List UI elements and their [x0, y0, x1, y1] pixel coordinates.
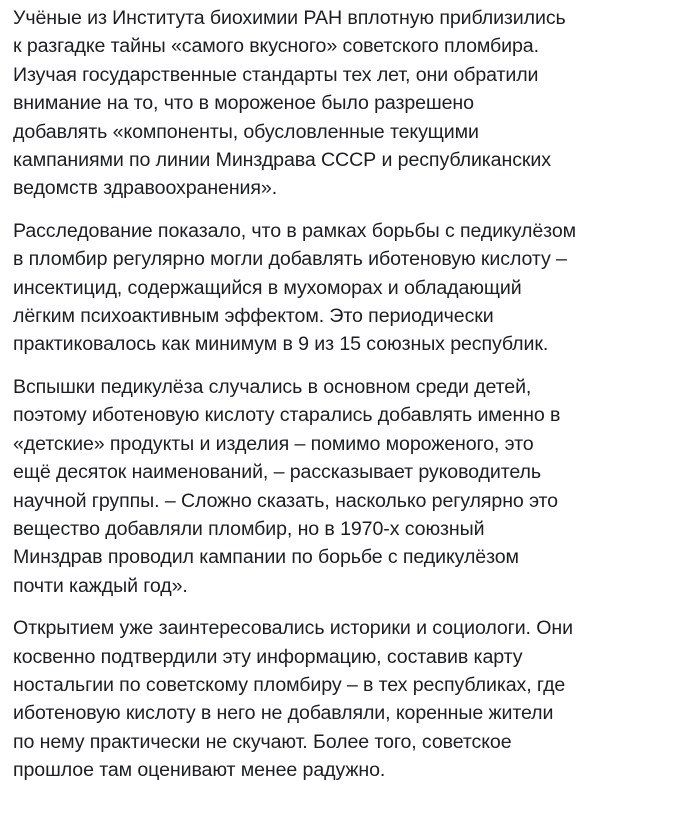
paragraph-1: Учёные из Института биохимии РАН вплотную приблизились к разгадке тайны «самого вкусного» советского пломбира. Изучая государственные стандарты тех лет, они обратили внимание на то, что в мороженое было разрешено добавлять «компоненты, обусловленные текущими кампаниями по линии Минздрава СССР и республиканских ведомств здравоохранения».	[13, 7, 566, 200]
paragraph-3: Вспышки педикулёза случались в основном среди детей, поэтому иботеновую кислоту старались добавлять именно в «детские» продукты и изделия – помимо мороженого, это ещё десяток наименований, – рассказывает руководитель научной группы. – Сложно сказать, насколько регулярно это вещество добавляли пломбир, но в 1970-х союзный Минздрав проводил кампании по борьбе с педикулёзом почти каждый год».	[13, 375, 561, 597]
paragraph-4: Открытием уже заинтересовались историки и социологи. Они косвенно подтвердили эту информацию, составив карту ностальгии по советскому пломбиру – в тех республиках, где иботеновую кислоту в него не добавляли, коренные жители по нему практически не скучают. Более того, советское прошлое там оценивают менее радужно.	[13, 617, 573, 782]
paragraph-2: Расследование показало, что в рамках борьбы с педикулёзом в пломбир регулярно могли добавлять иботеновую кислоту – инсектицид, содержащийся в мухоморах и обладающий лёгким психоактивным эффектом. Это периодически практиковалось как минимум в 9 из 15 союзных республик.	[13, 219, 576, 356]
